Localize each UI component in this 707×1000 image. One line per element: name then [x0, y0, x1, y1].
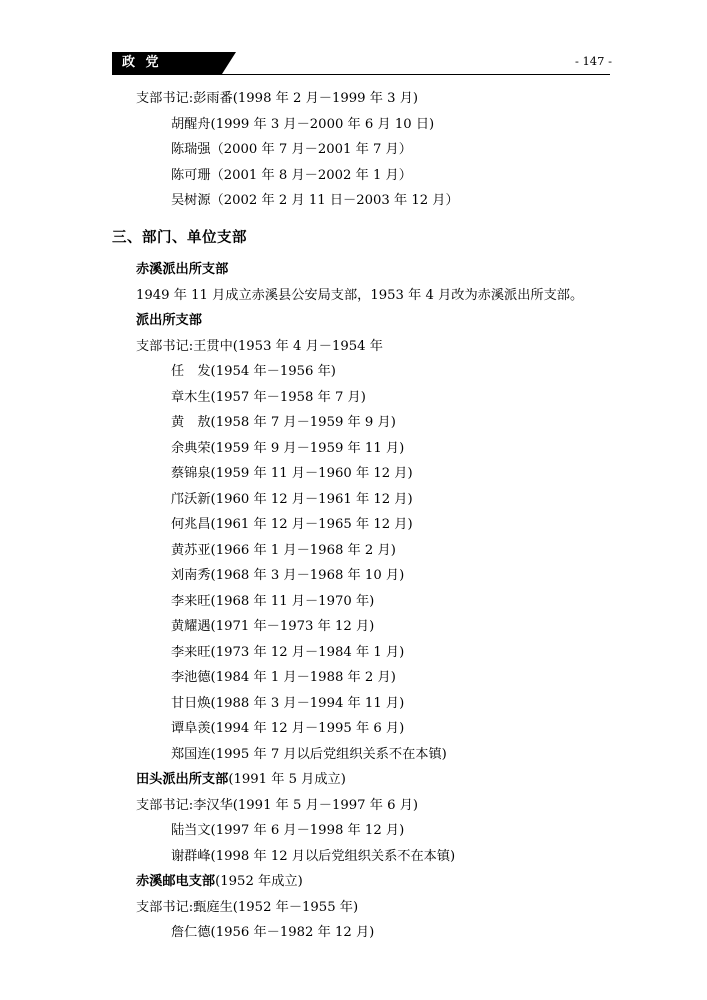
header-chapter-tab: 政 党: [112, 52, 222, 74]
list-item: 任 发(1954 年－1956 年): [171, 364, 336, 379]
list-item: 支部书记:彭雨番(1998 年 2 月－1999 年 3 月): [136, 91, 419, 106]
section-heading: 三、部门、单位支部: [112, 229, 247, 246]
list-item: 支部书记:李汉华(1991 年 5 月－1997 年 6 月): [136, 797, 419, 813]
list-item: 黄苏亚(1966 年 1 月－1968 年 2 月): [171, 542, 396, 558]
list-item: 谢群峰(1998 年 12 月以后党组织关系不在本镇): [171, 848, 456, 864]
page-number: - 147 -: [574, 54, 612, 68]
list-item: 蔡锦泉(1959 年 11 月－1960 年 12 月): [171, 466, 413, 481]
list-item: 李池德(1984 年 1 月－1988 年 2 月): [171, 670, 396, 685]
list-item: 吴树源（2002 年 2 月 11 日－2003 年 12 月）: [171, 193, 459, 208]
subsection-title-note: (1952 年成立): [215, 874, 303, 889]
list-item: 甘日焕(1988 年 3 月－1994 年 11 月): [171, 695, 405, 711]
top-secretary-list: [112, 86, 612, 214]
subsection-title-text: 赤溪邮电支部: [136, 874, 216, 889]
subsection-heading-chixi-post-telecom-branch: [136, 869, 612, 895]
subsection-title-text: 田头派出所支部: [136, 772, 229, 787]
list-item: 何兆昌(1961 年 12 月－1965 年 12 月): [171, 517, 413, 532]
subsection-heading-chixi-police-branch: 赤溪派出所支部: [136, 262, 229, 277]
list-item: 李来旺(1973 年 12 月－1984 年 1 月): [171, 644, 405, 660]
list-item: 陈瑞强（2000 年 7 月－2001 年 7 月）: [171, 142, 412, 157]
list-item: 刘南秀(1968 年 3 月－1968 年 10 月): [171, 568, 405, 583]
list-item: 章木生(1957 年－1958 年 7 月): [171, 389, 366, 405]
list-item: 陆当文(1997 年 6 月－1998 年 12 月): [171, 823, 405, 838]
tiantou-secretary-list: [112, 793, 612, 870]
list-item: 胡醒舟(1999 年 3 月－2000 年 6 月 10 日): [171, 116, 435, 132]
list-item: 黄耀遇(1971 年－1973 年 12 月): [171, 619, 375, 634]
list-item: 谭阜羡(1994 年 12 月－1995 年 6 月): [171, 721, 405, 736]
subsection-title-note: (1991 年 5 月成立): [228, 772, 346, 787]
list-item: 郑国连(1995 年 7 月以后党组织关系不在本镇): [171, 746, 447, 762]
subsection-heading-police-station-branch: 派出所支部: [136, 313, 202, 328]
subsection-heading-tiantou-police-branch: [136, 767, 612, 793]
page-header: [112, 52, 612, 76]
list-item: 陈可珊（2001 年 8 月－2002 年 1 月）: [171, 167, 412, 183]
header-divider: [112, 74, 610, 75]
post-telecom-secretary-list: [112, 895, 612, 946]
paragraph-chixi-police-branch: 1949 年 11 月成立赤溪县公安局支部，1953 年 4 月改为赤溪派出所支部。: [136, 287, 584, 303]
list-item: 余典荣(1959 年 9 月－1959 年 11 月): [171, 440, 405, 456]
list-item: 支部书记:甄庭生(1952 年－1955 年): [136, 899, 359, 915]
police-station-secretary-list: [112, 334, 612, 768]
list-item: 李来旺(1968 年 11 月－1970 年): [171, 593, 375, 609]
list-item: 詹仁德(1956 年－1982 年 12 月): [171, 925, 375, 940]
page-content: [112, 86, 612, 946]
list-item: 邝沃新(1960 年 12 月－1961 年 12 月): [171, 491, 413, 507]
header-tab-tail-decoration: [222, 52, 236, 74]
list-item: 支部书记:王贯中(1953 年 4 月－1954 年: [136, 338, 383, 354]
list-item: 黄 敖(1958 年 7 月－1959 年 9 月): [171, 415, 396, 430]
